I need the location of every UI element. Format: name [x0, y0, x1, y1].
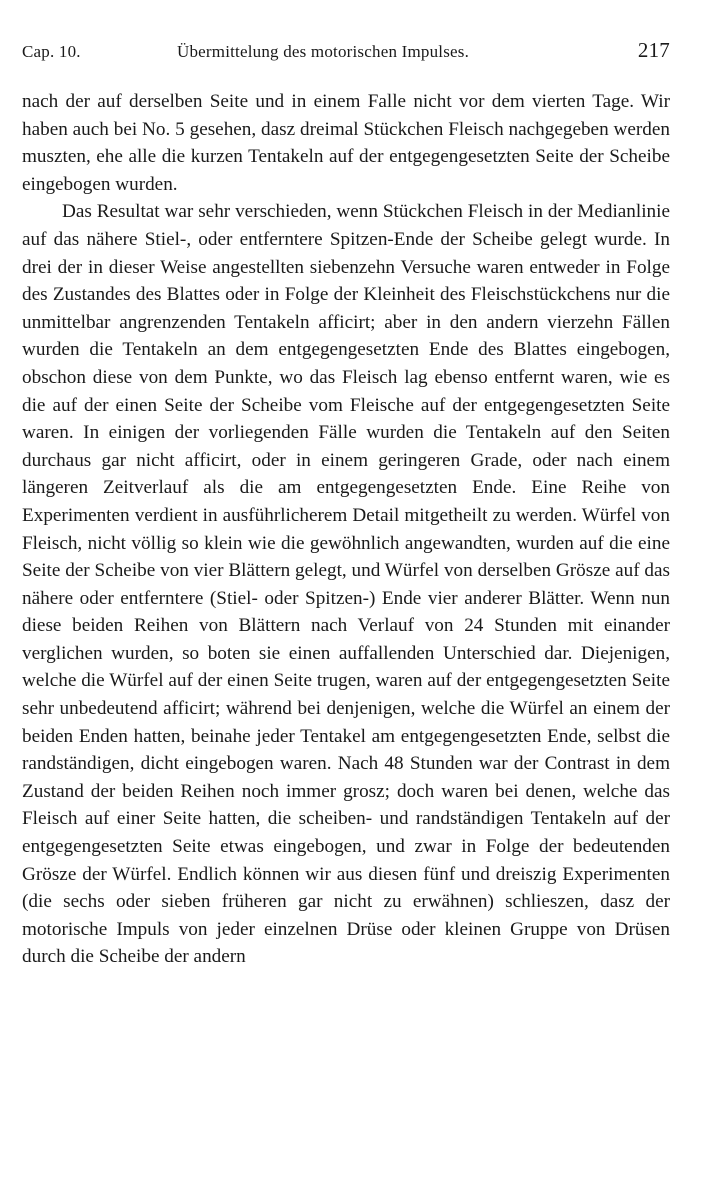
book-page — [22, 34, 670, 971]
running-title: Übermittelung des motorischen Impulses. — [177, 42, 470, 61]
running-header — [22, 34, 670, 68]
body-text — [22, 88, 670, 971]
chapter-label: Cap. 10. — [22, 42, 81, 61]
paragraph: Das Resultat war sehr verschieden, wenn Stückchen Fleisch in der Medianlinie auf das nähere Stiel-, oder entferntere Spitzen-Ende der Scheibe gelegt wurde. In drei der in dieser Weise angestellten siebenzehn Versuche waren entweder in Folge des Zustandes des Blattes oder in Folge der Kleinheit des Fleischstückchens nur die unmittelbar angrenzenden Tentakeln afficirt; aber in den andern vierzehn Fällen wurden die Tentakeln an dem entgegengesetzten Ende des Blattes eingebogen, obschon diese von dem Punkte, wo das Fleisch lag ebenso entfernt waren, wie es die auf der einen Seite der Scheibe vom Fleische auf der entgegengesetzten Seite waren. In einigen der vorliegenden Fälle wurden die Tentakeln auf den Seiten durchaus gar nicht afficirt, oder in einem geringeren Grade, oder nach einem längeren Zeitverlauf als die am entgegengesetzten Ende. Eine Reihe von Experimenten verdient in ausführlicherem Detail mitgetheilt zu werden. Würfel von Fleisch, nicht völlig so klein wie die gewöhnlich angewandten, wurden auf die eine Seite der Scheibe von vier Blättern gelegt, und Würfel von derselben Grösze auf das nähere oder entferntere (Stiel- oder Spitzen-) Ende vier anderer Blätter. Wenn nun diese beiden Reihen von Blättern nach Verlauf von 24 Stunden mit einander verglichen wurden, so boten sie einen auffallenden Unterschied dar. Diejenigen, welche die Würfel auf der einen Seite trugen, waren auf der entgegengesetzten Seite sehr unbedeutend afficirt; während bei denjenigen, welche die Würfel an einem der beiden Enden hatten, beinahe jeder Tentakel am entgegengesetzten Ende, selbst die randständigen, dicht eingebogen waren. Nach 48 Stunden war der Contrast in dem Zustand der beiden Reihen noch immer grosz; doch waren bei denen, welche das Fleisch auf einer Seite hatten, die scheiben- und randständigen Tentakeln auf der entgegengesetzten Seite etwas eingebogen, und zwar in Folge der bedeutenden Grösze der Würfel. Endlich können wir aus diesen fünf und dreiszig Experimenten (die sechs oder sieben früheren gar nicht zu erwähnen) schlieszen, dasz der motorische Impuls von jeder einzelnen Drüse oder kleinen Gruppe von Drüsen durch die Scheibe der andern — [22, 201, 670, 968]
page-number: 217 — [637, 38, 670, 62]
paragraph-continuation: nach der auf derselben Seite und in einem Falle nicht vor dem vierten Tage. Wir haben auch bei No. 5 gesehen, dasz dreimal Stückchen Fleisch nachgegeben werden muszten, ehe alle die kurzen Tentakeln auf der entgegengesetzten Seite der Scheibe eingebogen wurden. — [22, 91, 670, 195]
